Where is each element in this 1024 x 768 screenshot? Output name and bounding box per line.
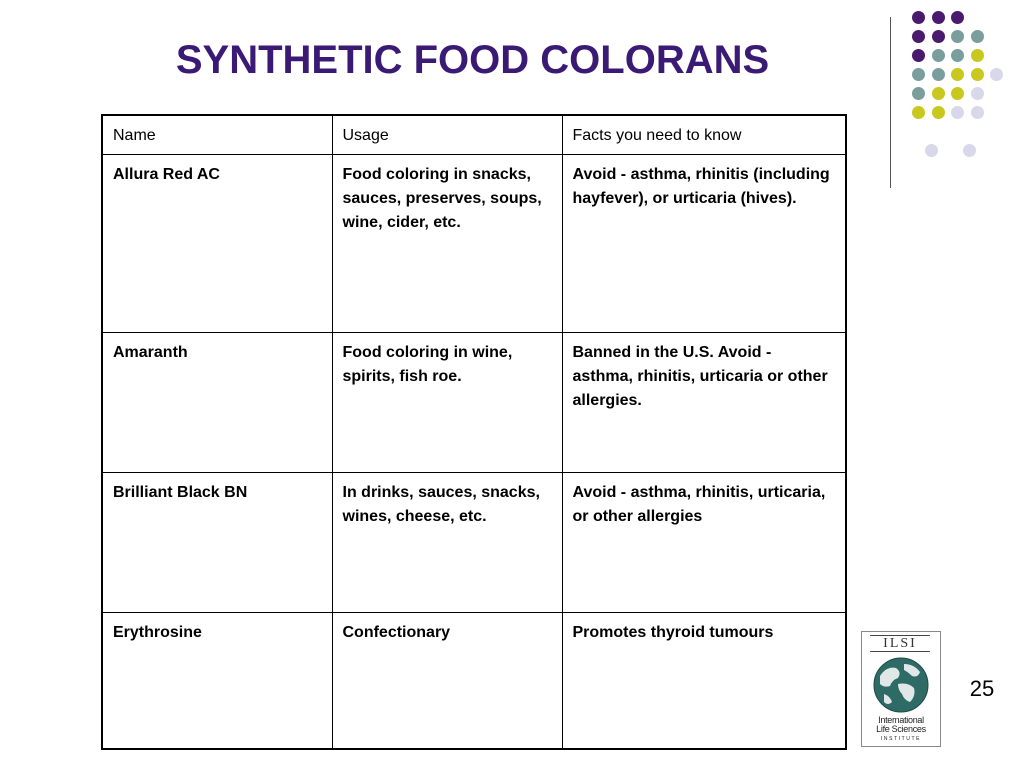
- decor-dot: [925, 144, 938, 157]
- cell-usage: Food coloring in wine, spirits, fish roe.: [332, 333, 562, 473]
- decor-dot: [932, 87, 945, 100]
- table-row: [102, 155, 846, 333]
- cell-usage: In drinks, sauces, snacks, wines, cheese, etc.: [332, 473, 562, 613]
- header-facts: Facts you need to know: [562, 115, 846, 155]
- header-name: Name: [102, 115, 332, 155]
- logo-name-line1: International: [878, 715, 924, 725]
- decor-dot: [912, 68, 925, 81]
- decor-dot: [932, 49, 945, 62]
- decor-dot: [912, 49, 925, 62]
- decor-dot: [971, 49, 984, 62]
- decor-dot: [932, 30, 945, 43]
- cell-facts: Banned in the U.S. Avoid - asthma, rhinitis, urticaria or other allergies.: [562, 333, 846, 473]
- decor-dot: [971, 68, 984, 81]
- logo-name-line2: Life Sciences: [876, 724, 926, 734]
- cell-name: Allura Red AC: [102, 155, 332, 333]
- header-usage: Usage: [332, 115, 562, 155]
- decor-dot: [963, 144, 976, 157]
- table-row: [102, 473, 846, 613]
- decor-dot: [932, 11, 945, 24]
- cell-usage: Confectionary: [332, 613, 562, 750]
- globe-icon: [868, 656, 934, 714]
- cell-facts: Avoid - asthma, rhinitis (including hayfever), or urticaria (hives).: [562, 155, 846, 333]
- decor-dot: [951, 106, 964, 119]
- decor-dot: [932, 68, 945, 81]
- ilsi-logo: [861, 631, 941, 747]
- decor-dot: [912, 87, 925, 100]
- colorants-table: [101, 114, 847, 750]
- table-header-row: [102, 115, 846, 155]
- decor-dot: [971, 30, 984, 43]
- decorative-divider: [890, 17, 891, 188]
- decor-dot: [951, 11, 964, 24]
- slide-title: SYNTHETIC FOOD COLORANS: [175, 38, 770, 82]
- decor-dot: [951, 30, 964, 43]
- decor-dot: [971, 87, 984, 100]
- decor-dot: [990, 68, 1003, 81]
- cell-usage: Food coloring in snacks, sauces, preserves, soups, wine, cider, etc.: [332, 155, 562, 333]
- table-row: [102, 613, 846, 750]
- logo-acronym: ILSI: [870, 635, 930, 652]
- logo-institute: INSTITUTE: [880, 736, 922, 742]
- cell-facts: Promotes thyroid tumours: [562, 613, 846, 750]
- cell-facts: Avoid - asthma, rhinitis, urticaria, or other allergies: [562, 473, 846, 613]
- cell-name: Amaranth: [102, 333, 332, 473]
- logo-name: [864, 716, 938, 734]
- decor-dot: [912, 11, 925, 24]
- table-row: [102, 333, 846, 473]
- decor-dot: [971, 106, 984, 119]
- decor-dot: [912, 30, 925, 43]
- cell-name: Brilliant Black BN: [102, 473, 332, 613]
- decor-dot: [912, 106, 925, 119]
- decor-dot: [932, 106, 945, 119]
- decor-dot: [951, 68, 964, 81]
- slide-number: 25: [969, 676, 995, 701]
- cell-name: Erythrosine: [102, 613, 332, 750]
- decor-dot: [951, 49, 964, 62]
- decor-dot: [951, 87, 964, 100]
